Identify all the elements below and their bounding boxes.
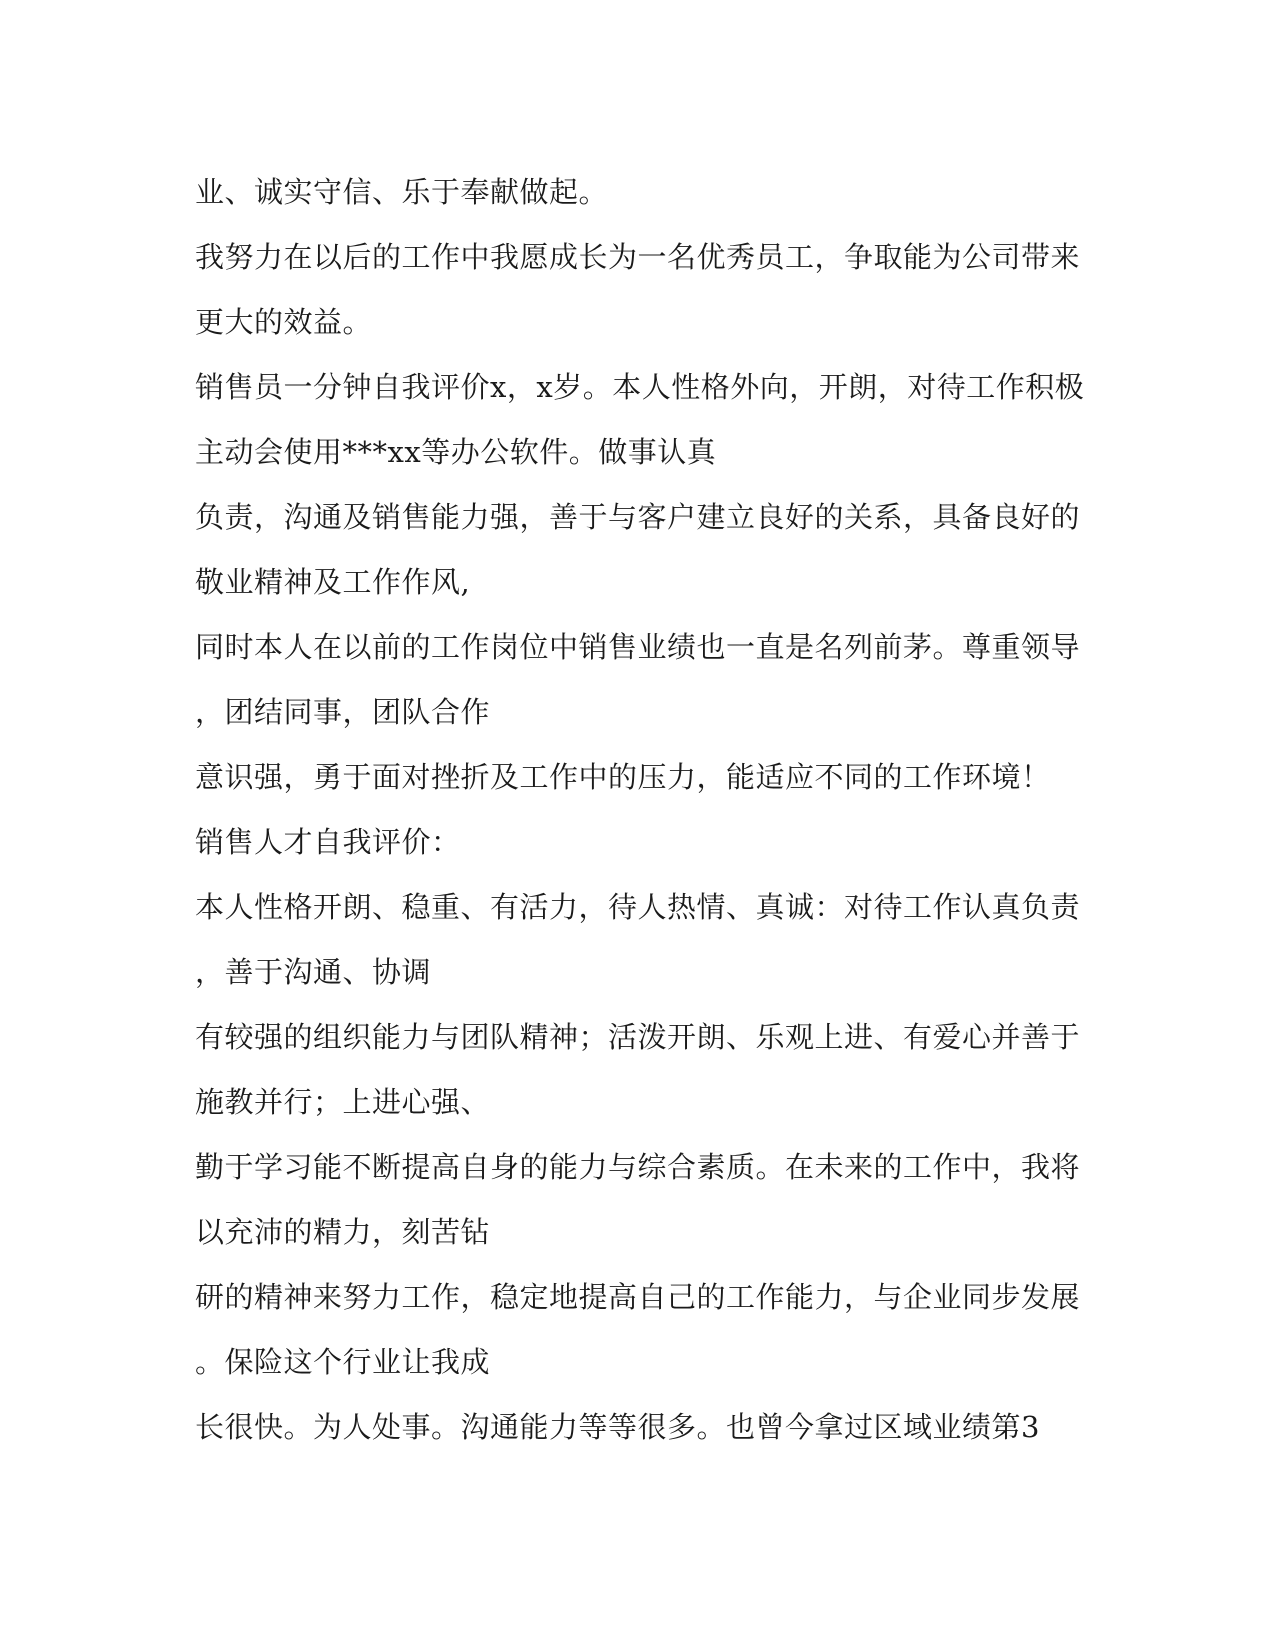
text-line: 主动会使用***xx等办公软件。做事认真 xyxy=(195,435,717,469)
text-line: 销售人才自我评价： xyxy=(195,825,461,859)
text-line: 业、诚实守信、乐于奉献做起。 xyxy=(195,175,609,209)
text-line: 施教并行；上进心强、 xyxy=(195,1085,491,1119)
text-line: 我努力在以后的工作中我愿成长为一名优秀员工，争取能为公司带来 xyxy=(195,240,1081,274)
text-line: 更大的效益。 xyxy=(195,305,373,339)
text-line: 负责，沟通及销售能力强，善于与客户建立良好的关系，具备良好的 xyxy=(195,500,1081,534)
text-line: 以充沛的精力，刻苦钻 xyxy=(195,1215,491,1249)
text-line: 敬业精神及工作作风, xyxy=(195,565,471,599)
text-line: 长很快。为人处事。沟通能力等等很多。也曾今拿过区域业绩第3 xyxy=(195,1410,1040,1444)
text-line: 意识强，勇于面对挫折及工作中的压力，能适应不同的工作环境！ xyxy=(195,760,1051,794)
text-line: 有较强的组织能力与团队精神；活泼开朗、乐观上进、有爱心并善于 xyxy=(195,1020,1081,1054)
text-line: 本人性格开朗、稳重、有活力，待人热情、真诚：对待工作认真负责 xyxy=(195,890,1081,924)
body-text xyxy=(195,160,1085,1460)
text-line: 。保险这个行业让我成 xyxy=(195,1345,491,1379)
text-line: 勤于学习能不断提高自身的能力与综合素质。在未来的工作中，我将 xyxy=(195,1150,1081,1184)
text-line: 销售员一分钟自我评价x，x岁。本人性格外向，开朗，对待工作积极 xyxy=(195,370,1085,404)
text-line: ，团结同事，团队合作 xyxy=(195,695,491,729)
text-line: 研的精神来努力工作，稳定地提高自己的工作能力，与企业同步发展 xyxy=(195,1280,1081,1314)
text-line: ，善于沟通、协调 xyxy=(195,955,432,989)
text-line: 同时本人在以前的工作岗位中销售业绩也一直是名列前茅。尊重领导 xyxy=(195,630,1081,664)
